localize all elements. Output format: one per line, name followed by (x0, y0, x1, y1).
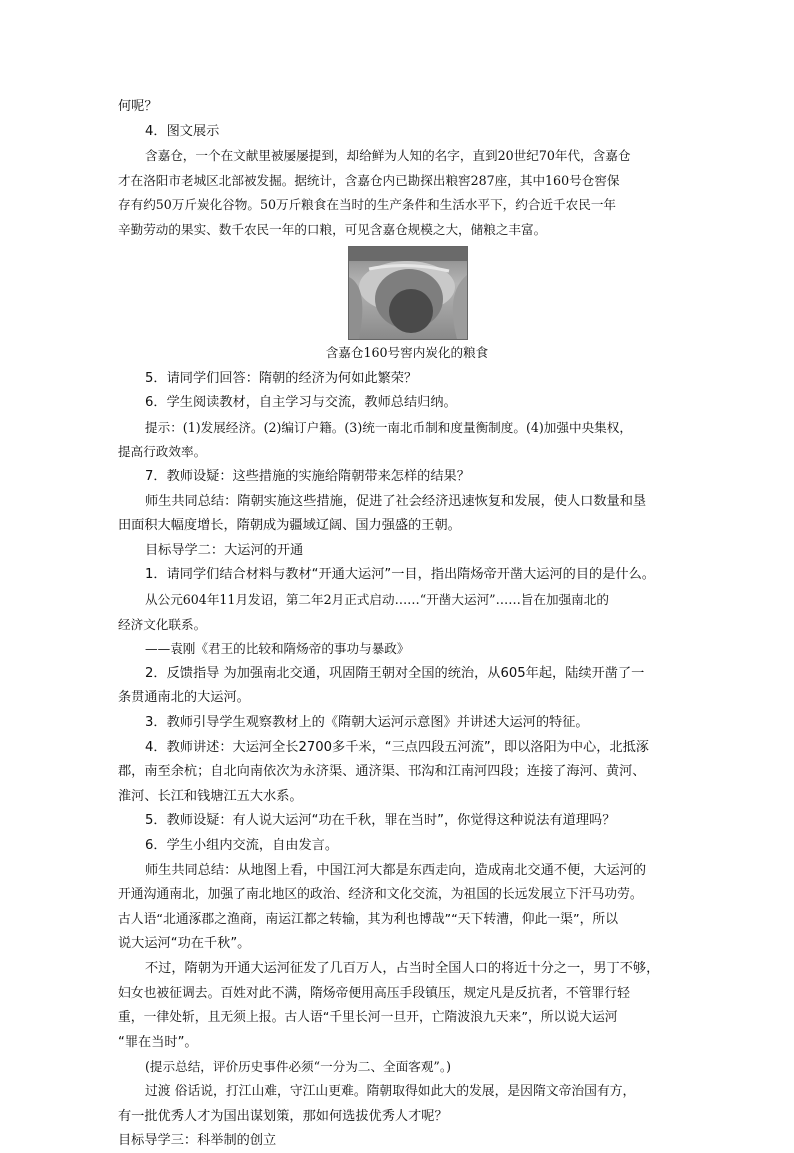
section-heading: 4．图文展示 (145, 124, 220, 139)
text-line: 4．教师讲述：大运河全长2700多千米，“三点四段五河流”，即以洛阳为中心，北抵涿 (145, 740, 649, 755)
text-line: 3．教师引导学生观察教材上的《隋朝大运河示意图》并讲述大运河的特征。 (145, 715, 589, 730)
text-line: 淮河、长江和钱塘江五大水系。 (118, 789, 303, 804)
figure-caption: 含嘉仓160号窖内炭化的粮食 (325, 345, 489, 360)
hint-line: (提示总结，评价历史事件必须“一分为二、全面客观”。) (145, 1059, 452, 1074)
text-line: 提示：(1)发展经济。(2)编订户籍。(3)统一南北币制和度量衡制度。(4)加强中央集权， (145, 420, 632, 435)
text-line: 存有约50万斤炭化谷物。50万斤粮食在当时的生产条件和生活水平下，约合近千农民一年 (118, 197, 617, 212)
text-line: 说大运河“功在千秋”。 (118, 936, 251, 951)
section-heading: 目标导学二：大运河的开通 (145, 543, 304, 558)
text-line: 才在洛阳市老城区北部被发掘。据统计，含嘉仓内已勘探出粮窖287座，其中160号仓窖保 (118, 173, 620, 188)
text-line: 含嘉仓，一个在文献里被屡屡提到，却给鲜为人知的名字，直到20世纪70年代，含嘉仓 (145, 148, 631, 163)
text-line: 妇女也被征调去。百姓对此不满，隋炀帝便用高压手段镇压，规定凡是反抗者，不管罪行轻 (118, 986, 630, 1001)
text-line: 重，一律处斩，且无须上报。古人语“千里长河一旦开，亡隋波浪九天来”，所以说大运河 (118, 1010, 618, 1025)
text-line: 田面积大幅度增长，隋朝成为疆域辽阔、国力强盛的王朝。 (118, 518, 461, 533)
text-line: 何呢？ (118, 99, 158, 114)
quote-line: 从公元604年11月发诏，第二年2月正式启动……“开凿大运河”……旨在加强南北的 (145, 592, 609, 607)
text-line: 7．教师设疑：这些措施的实施给隋朝带来怎样的结果？ (145, 469, 470, 484)
text-line: 师生共同总结：隋朝实施这些措施，促进了社会经济迅速恢复和发展，使人口数量和垦 (145, 494, 647, 509)
text-line: 2．反馈指导 为加强南北交通，巩固隋王朝对全国的统治，从605年起，陆续开凿了一 (145, 666, 645, 681)
text-line: 条贯通南北的大运河。 (118, 690, 250, 705)
section-heading: 目标导学三：科举制的创立 (118, 1133, 277, 1148)
text-line: 辛勤劳动的果实、数千农民一年的口粮，可见含嘉仓规模之大，储粮之丰富。 (118, 222, 547, 237)
text-line: 师生共同总结：从地图上看，中国江河大都是东西走向，造成南北交通不便，大运河的 (145, 863, 647, 878)
text-line: 郡，南至余杭；自北向南依次为永济渠、通济渠、邗沟和江南河四段；连接了海河、黄河、 (118, 764, 646, 779)
text-line: 5．教师设疑：有人说大运河“功在千秋，罪在当时”，你觉得这种说法有道理吗？ (145, 813, 616, 828)
text-line: 1．请同学们结合材料与教材“开通大运河”一目，指出隋炀帝开凿大运河的目的是什么。 (145, 567, 655, 582)
text-line: 有一批优秀人才为国出谋划策，那如何选拔优秀人才呢？ (118, 1109, 448, 1124)
quote-line: 经济文化联系。 (118, 617, 207, 632)
text-line: “罪在当时”。 (118, 1035, 198, 1050)
quote-source: ——袁刚《君王的比较和隋炀帝的事功与暴政》 (145, 641, 410, 656)
carbonized-grain-photo (348, 246, 468, 340)
text-line: 古人语“北通涿郡之渔商，南运江都之转输，其为利也博哉”“天下转漕，仰此一渠”，所以 (118, 912, 619, 927)
text-line: 6．学生阅读教材，自主学习与交流，教师总结归纳。 (145, 395, 457, 410)
text-line: 不过，隋朝为开通大运河征发了几百万人，占当时全国人口的将近十分之一，男丁不够， (145, 961, 660, 976)
text-line: 5．请同学们回答：隋朝的经济为何如此繁荣？ (145, 371, 418, 386)
text-line: 提高行政效率。 (118, 444, 207, 459)
text-line: 6．学生小组内交流，自由发言。 (145, 838, 339, 853)
text-line: 过渡 俗话说，打江山难，守江山更难。隋朝取得如此大的发展，是因隋文帝治国有方， (145, 1084, 636, 1099)
text-line: 开通沟通南北，加强了南北地区的政治、经济和文化交流，为祖国的长远发展立下汗马功劳。 (118, 887, 643, 902)
